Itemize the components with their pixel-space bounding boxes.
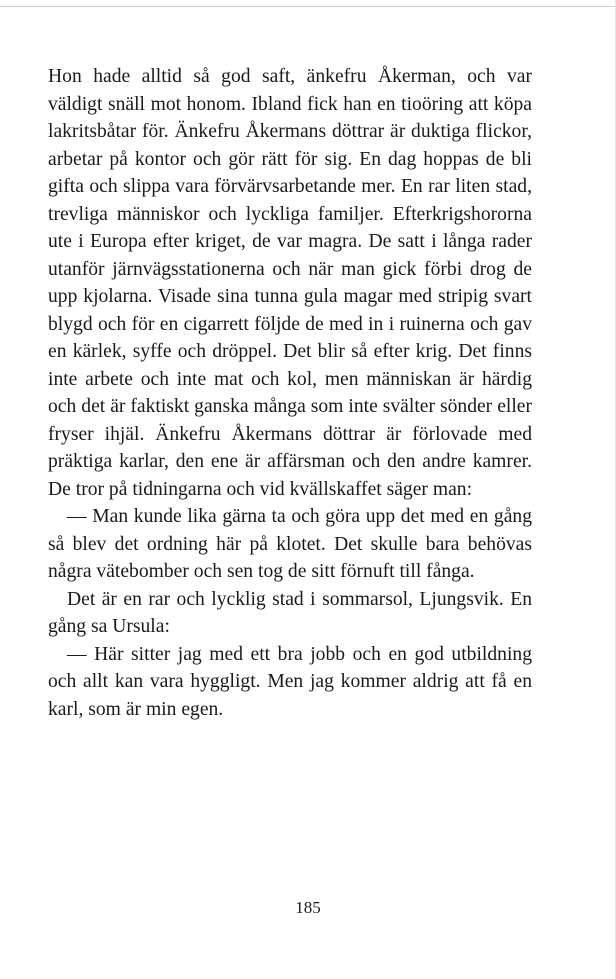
body-text [48, 63, 532, 723]
paragraph-1: Hon hade alltid så god saft, änkefru Åkerman, och var väldigt snäll mot honom. Ibland fick han en tioöring att köpa lakritsbåtar för. Änkefru Åkermans döttrar är duktiga flickor, arbetar på kontor och gör rätt för sig. En dag hoppas de bli gifta och slippa vara förvärvsarbetande mer. En rar liten stad, trevliga människor och lyckliga familjer. Efterkrigshororna ute i Europa efter kriget, de var magra. De satt i långa rader utanför järnvägsstationerna och när man gick förbi drog de upp kjolarna. Visade sina tunna gula magar med stripig svart blygd och för en cigarrett följde de med in i ruinerna och gav en kärlek, syffe och dröppel. Det blir så efter krig. Det finns inte arbete och inte mat och kol, men människan är härdig och det är faktiskt ganska många som inte svälter sönder eller fryser ihjäl. Änkefru Åkermans döttrar är förlovade med präktiga karlar, den ene är affärsman och den andre kamrer. De tror på tidningarna och vid kvällskaffet säger man: [48, 66, 532, 500]
page-number: 185 [295, 898, 321, 917]
paragraph-2: — Man kunde lika gärna ta och göra upp det med en gång så blev det ordning här på klotet. Det skulle bara behövas några vätebomber och sen tog de sitt förnuft till fånga. [48, 506, 532, 582]
paragraph-4: — Här sitter jag med ett bra jobb och en god utbildning och allt kan vara hyggligt. Men jag kommer aldrig att få en karl, som är min egen. [48, 643, 532, 720]
top-edge-rule [0, 6, 616, 7]
paragraph-3: Det är en rar och lycklig stad i sommarsol, Ljungsvik. En gång sa Ursula: [48, 588, 532, 637]
